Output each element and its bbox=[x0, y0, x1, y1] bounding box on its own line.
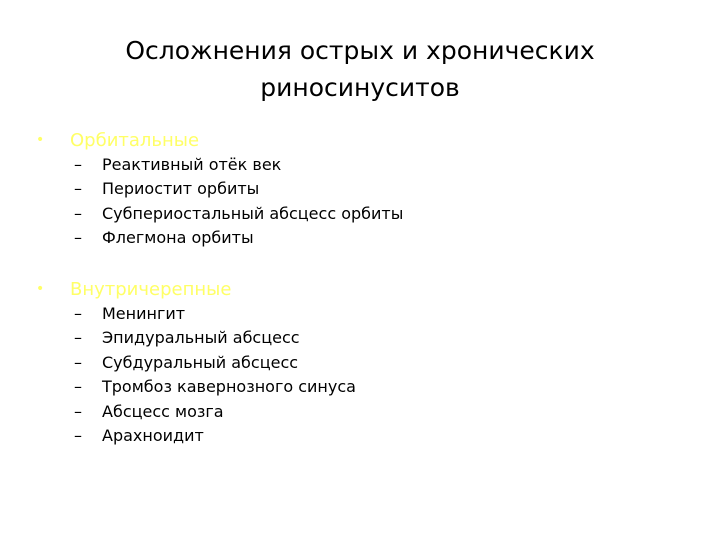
dash-icon: – bbox=[74, 377, 82, 397]
dash-icon: – bbox=[74, 401, 82, 421]
section-orbital-label: Орбитальные bbox=[70, 130, 200, 151]
slide-title-line-1: Осложнения острых и хронических bbox=[125, 36, 595, 65]
section-intracranial bbox=[36, 278, 696, 445]
section-intracranial-header bbox=[36, 278, 696, 304]
list-item-text: Субдуральный абсцесс bbox=[102, 352, 299, 372]
section-orbital bbox=[36, 129, 696, 248]
list-item-text: Менингит bbox=[102, 304, 186, 323]
section-orbital-header bbox=[36, 129, 696, 155]
list-item-text: Реактивный отёк век bbox=[102, 155, 282, 174]
dash-icon: – bbox=[74, 352, 82, 372]
dash-icon: – bbox=[74, 425, 82, 445]
bullet-icon: • bbox=[36, 281, 45, 297]
list-item-text: Абсцесс мозга bbox=[102, 401, 224, 421]
dash-icon: – bbox=[74, 203, 82, 223]
dash-icon: – bbox=[74, 304, 82, 323]
list-item-text: Арахноидит bbox=[102, 425, 204, 445]
list-item-text: Периостит орбиты bbox=[102, 179, 260, 199]
section-intracranial-label: Внутричерепные bbox=[70, 279, 232, 300]
bullet-icon: • bbox=[36, 132, 45, 148]
list-item-text: Тромбоз кавернозного синуса bbox=[102, 377, 356, 397]
list-item-text: Эпидуральный абсцесс bbox=[102, 328, 300, 348]
slide-title-line-2: риносинуситов bbox=[260, 73, 460, 102]
slide-title bbox=[60, 32, 660, 106]
dash-icon: – bbox=[74, 155, 82, 174]
list-item-text: Субпериостальный абсцесс орбиты bbox=[102, 203, 404, 223]
dash-icon: – bbox=[74, 179, 82, 199]
dash-icon: – bbox=[74, 328, 82, 348]
list-item-text: Флегмона орбиты bbox=[102, 228, 254, 248]
dash-icon: – bbox=[74, 228, 82, 248]
